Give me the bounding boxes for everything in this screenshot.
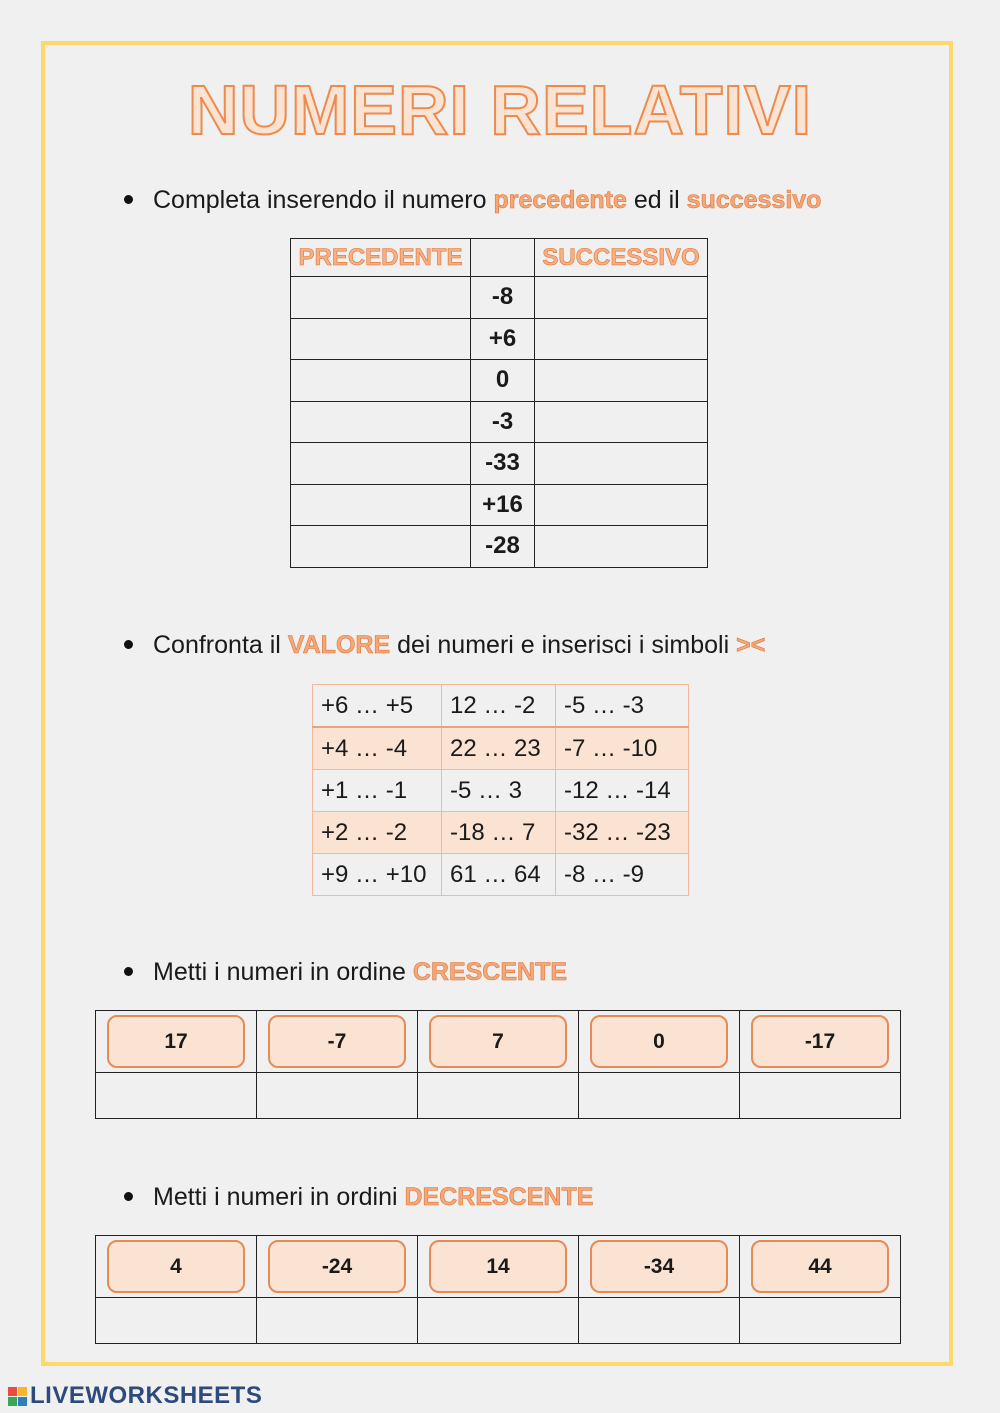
table-row xyxy=(291,443,708,485)
given-number: +16 xyxy=(471,484,535,526)
compare-cell[interactable]: -12 … -14 xyxy=(556,770,689,812)
bullet-icon xyxy=(124,640,133,649)
bullet-icon xyxy=(124,967,133,976)
table-row xyxy=(291,526,708,568)
drop-slot[interactable] xyxy=(257,1298,418,1344)
compare-cell[interactable]: -8 … -9 xyxy=(556,854,689,896)
draggable-number[interactable]: -7 xyxy=(268,1015,406,1068)
drop-slot[interactable] xyxy=(96,1073,257,1119)
precedente-answer-cell[interactable] xyxy=(291,484,471,526)
compare-cell[interactable]: -32 … -23 xyxy=(556,812,689,854)
compare-cell[interactable]: +9 … +10 xyxy=(313,854,442,896)
table-row xyxy=(313,770,689,812)
predecessor-successor-table xyxy=(290,238,708,568)
successivo-answer-cell[interactable] xyxy=(535,318,708,360)
drop-slot[interactable] xyxy=(740,1298,901,1344)
table-row xyxy=(291,360,708,402)
successivo-answer-cell[interactable] xyxy=(535,526,708,568)
drop-slot[interactable] xyxy=(418,1073,579,1119)
instruction-2: Confronta il VALORE dei numeri e inserisci i simboli >< xyxy=(124,631,765,660)
compare-cell[interactable]: +1 … -1 xyxy=(313,770,442,812)
descending-order-grid xyxy=(95,1235,901,1344)
compare-cell[interactable]: -7 … -10 xyxy=(556,727,689,770)
successivo-answer-cell[interactable] xyxy=(535,443,708,485)
given-number: -28 xyxy=(471,526,535,568)
instruction-3: Metti i numeri in ordine CRESCENTE xyxy=(124,958,567,987)
liveworksheets-logo[interactable] xyxy=(8,1382,262,1410)
compare-cell[interactable]: +4 … -4 xyxy=(313,727,442,770)
table-row xyxy=(291,401,708,443)
logo-squares-icon xyxy=(8,1387,27,1406)
successivo-answer-cell[interactable] xyxy=(535,484,708,526)
drop-slot[interactable] xyxy=(257,1073,418,1119)
draggable-number[interactable]: -17 xyxy=(751,1015,889,1068)
draggable-number[interactable]: 17 xyxy=(107,1015,245,1068)
draggable-number[interactable]: 0 xyxy=(590,1015,728,1068)
drop-slot[interactable] xyxy=(740,1073,901,1119)
drop-slot[interactable] xyxy=(579,1073,740,1119)
compare-table xyxy=(312,684,689,896)
drop-slot[interactable] xyxy=(96,1298,257,1344)
table-row xyxy=(291,484,708,526)
successivo-answer-cell[interactable] xyxy=(535,401,708,443)
successivo-answer-cell[interactable] xyxy=(535,277,708,319)
table-row xyxy=(291,318,708,360)
drop-slot[interactable] xyxy=(418,1298,579,1344)
page-title: NUMERI RELATIVI xyxy=(187,71,813,149)
ascending-order-grid xyxy=(95,1010,901,1119)
precedente-answer-cell[interactable] xyxy=(291,526,471,568)
compare-cell[interactable]: 12 … -2 xyxy=(442,685,556,728)
bullet-icon xyxy=(124,195,133,204)
table-row xyxy=(313,727,689,770)
logo-text: LIVEWORKSHEETS xyxy=(30,1382,263,1409)
compare-cell[interactable]: -5 … 3 xyxy=(442,770,556,812)
bullet-icon xyxy=(124,1192,133,1201)
instruction-1: Completa inserendo il numero precedente ed il successivo xyxy=(124,186,821,215)
given-number: 0 xyxy=(471,360,535,402)
given-number: -3 xyxy=(471,401,535,443)
drop-slot[interactable] xyxy=(579,1298,740,1344)
draggable-number[interactable]: 7 xyxy=(429,1015,567,1068)
precedente-answer-cell[interactable] xyxy=(291,277,471,319)
table-row xyxy=(291,277,708,319)
successivo-answer-cell[interactable] xyxy=(535,360,708,402)
header-number xyxy=(471,239,535,277)
compare-cell[interactable]: -18 … 7 xyxy=(442,812,556,854)
precedente-answer-cell[interactable] xyxy=(291,360,471,402)
header-successivo: SUCCESSIVO xyxy=(535,239,708,277)
given-number: +6 xyxy=(471,318,535,360)
table-row xyxy=(313,854,689,896)
instruction-4: Metti i numeri in ordini DECRESCENTE xyxy=(124,1183,593,1212)
draggable-number[interactable]: 4 xyxy=(107,1240,245,1293)
precedente-answer-cell[interactable] xyxy=(291,401,471,443)
compare-cell[interactable]: 61 … 64 xyxy=(442,854,556,896)
compare-cell[interactable]: 22 … 23 xyxy=(442,727,556,770)
compare-cell[interactable]: +6 … +5 xyxy=(313,685,442,728)
header-precedente: PRECEDENTE xyxy=(291,239,471,277)
draggable-number[interactable]: 14 xyxy=(429,1240,567,1293)
table-row xyxy=(313,685,689,728)
draggable-number[interactable]: -24 xyxy=(268,1240,406,1293)
draggable-number[interactable]: 44 xyxy=(751,1240,889,1293)
given-number: -8 xyxy=(471,277,535,319)
compare-cell[interactable]: +2 … -2 xyxy=(313,812,442,854)
table-row xyxy=(313,812,689,854)
precedente-answer-cell[interactable] xyxy=(291,443,471,485)
compare-cell[interactable]: -5 … -3 xyxy=(556,685,689,728)
precedente-answer-cell[interactable] xyxy=(291,318,471,360)
draggable-number[interactable]: -34 xyxy=(590,1240,728,1293)
given-number: -33 xyxy=(471,443,535,485)
